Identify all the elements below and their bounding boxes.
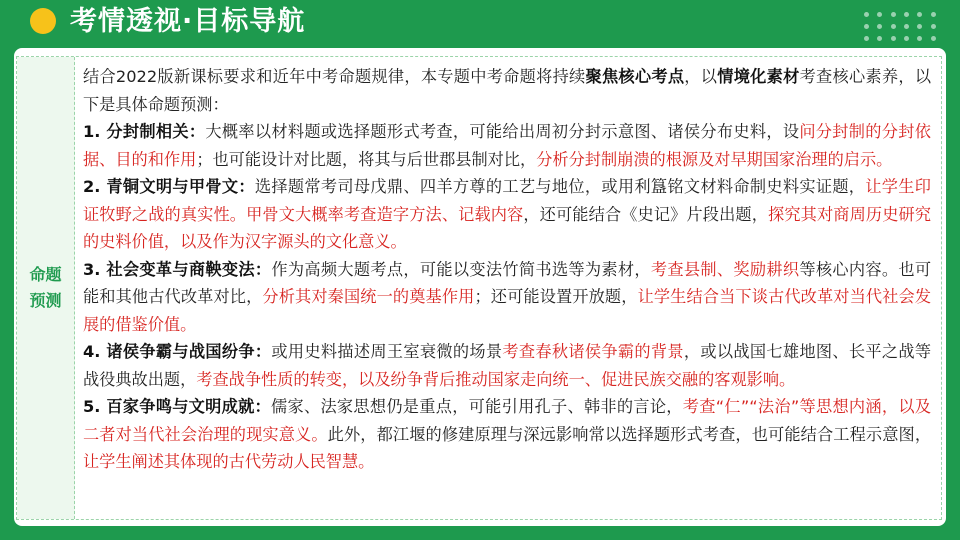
prediction-item xyxy=(83,173,931,256)
title-bar xyxy=(0,0,960,48)
prediction-item-heading: 5. 百家争鸣与文明成就： xyxy=(83,397,272,416)
prediction-item xyxy=(83,256,931,339)
body-text: 儒家、法家思想仍是重点，可能引用孔子、韩非的言论， xyxy=(271,397,683,416)
highlighted-text: 分析分封制崩溃的根源及对早期国家治理的启示。 xyxy=(536,149,893,169)
prediction-text xyxy=(75,57,941,519)
highlighted-text: 考查战争性质的转变，以及纷争背后推动国家走向统一、促进民族交融的客观影响。 xyxy=(196,369,796,389)
prediction-item xyxy=(83,338,931,393)
intro-bold-1: 聚焦核心考点 xyxy=(585,67,685,86)
page-title: 考情透视·目标导航 xyxy=(70,6,306,37)
body-text: 大概率以材料题或选择题形式考查，可能给出周初分封示意图、诸侯分布史料，设 xyxy=(205,122,800,141)
body-text: 作为高频大题考点，可能以变法竹简书选等为素材， xyxy=(271,259,651,279)
highlighted-text: 考查春秋诸侯争霸的背景 xyxy=(502,342,684,361)
highlighted-text: 分析其对秦国统一的奠基作用 xyxy=(262,287,475,306)
highlighted-text: 让学生结合当下谈古代改革对当代社会发展的借鉴价值。 xyxy=(83,287,932,334)
intro-paragraph xyxy=(83,63,931,118)
content-card xyxy=(14,48,946,526)
title-bullet-dot xyxy=(30,8,56,34)
intro-bold-2: 情境化素材 xyxy=(717,67,800,86)
highlighted-text: 考查“仁”“法治”等思想内涵，以及二者对当代社会治理的现实意义。 xyxy=(83,397,931,444)
prediction-item xyxy=(83,118,931,173)
highlighted-text: 问分封制的分封依据、目的和作用 xyxy=(83,122,931,169)
intro-text: ，以 xyxy=(684,67,718,86)
prediction-item-heading: 4. 诸侯争霸与战国纷争： xyxy=(83,342,272,361)
highlighted-text: 探究其对商周历史研究的史料价值，以及作为汉字源头的文化意义。 xyxy=(83,204,932,251)
content-frame xyxy=(16,56,942,520)
body-text: ，还可能结合《史记》片段出题， xyxy=(523,204,769,224)
prediction-item-heading: 2. 青铜文明与甲骨文： xyxy=(83,177,255,196)
body-text: ，或以战国七雄地图、长平之战等战役典故出题， xyxy=(83,342,932,389)
prediction-item-heading: 3. 社会变革与商鞅变法： xyxy=(83,259,272,279)
highlighted-text: 让学生阐述其体现的古代劳动人民智慧。 xyxy=(83,452,375,471)
body-text: 等核心内容。也可能和其他古代改革对比， xyxy=(83,259,932,306)
body-text: 或用史料描述周王室衰微的场景 xyxy=(271,342,503,361)
prediction-item-heading: 1. 分封制相关： xyxy=(83,122,206,141)
body-text: ；也可能设计对比题，将其与后世郡县制对比， xyxy=(196,149,537,169)
intro-text: 考查核心素养，以下是具体命题预测： xyxy=(83,67,932,114)
highlighted-text: 让学生印证牧野之战的真实性。甲骨文大概率考查造字方法、记载内容 xyxy=(83,177,931,224)
body-text: 此外，都江堰的修建原理与深远影响常以选择题形式考查，也可能结合工程示意图， xyxy=(327,424,932,444)
side-label-cell xyxy=(17,57,75,519)
body-text: ；还可能设置开放题， xyxy=(474,287,638,306)
intro-text: 结合2022版新课标要求和近年中考命题规律，本专题中考命题将持续 xyxy=(83,67,586,86)
body-text: 选择题常考司母戊鼎、四羊方尊的工艺与地位，或用利簋铭文材料命制史料实证题， xyxy=(254,177,866,196)
prediction-list xyxy=(83,118,931,476)
decorative-dots xyxy=(860,8,940,44)
highlighted-text: 考查县制、奖励耕织 xyxy=(650,259,800,279)
prediction-item xyxy=(83,393,931,476)
side-label: 命题预测 xyxy=(29,265,62,310)
